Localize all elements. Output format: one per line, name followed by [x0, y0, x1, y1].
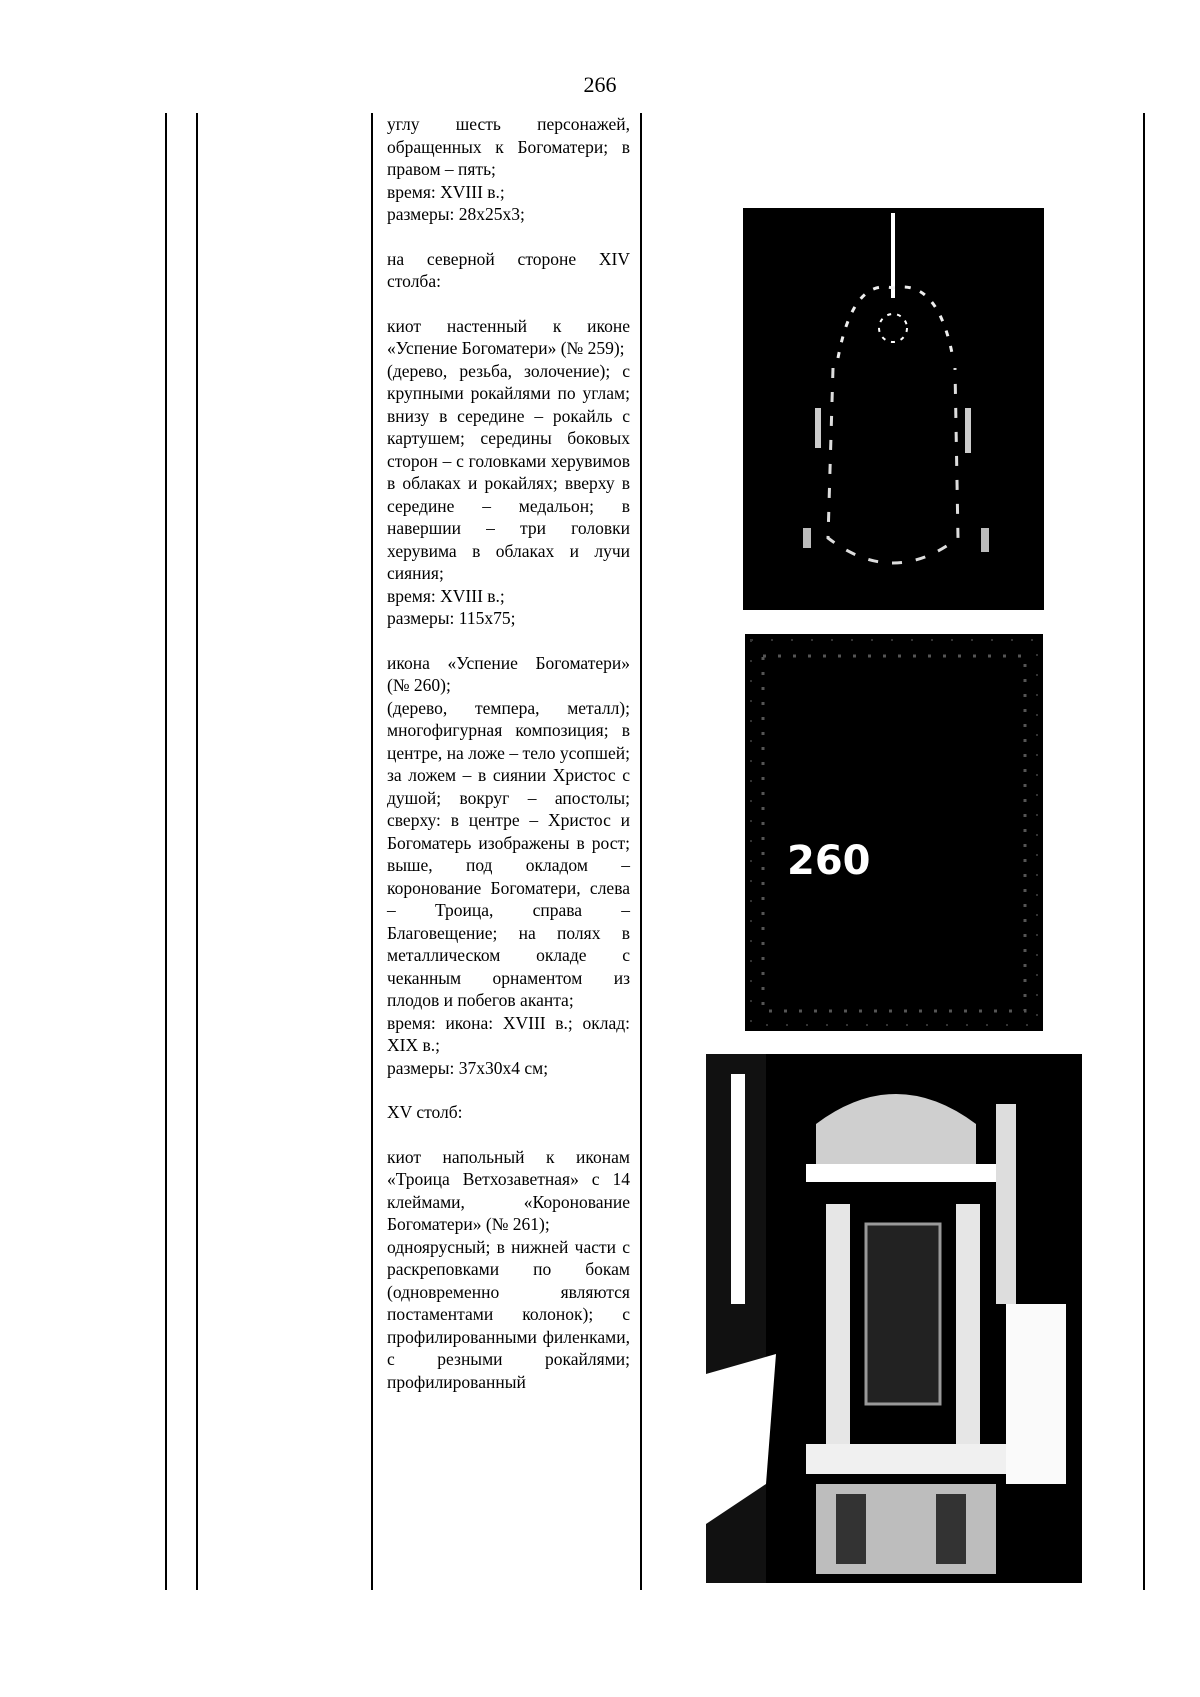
- text-line: на северной стороне XIV столба:: [387, 248, 630, 291]
- text-block: [387, 315, 630, 630]
- table-rule-4: [640, 113, 642, 1590]
- floor-kiot-photo: [706, 1054, 1082, 1583]
- text-line: время: XVIII в.;: [387, 585, 505, 606]
- description-column: [387, 113, 630, 1415]
- text-line: время: икона: XVIII в.; оклад: XIX в.;: [387, 1012, 630, 1055]
- text-line: киот настенный к иконе «Успение Богоматери» (№ 259);: [387, 315, 630, 358]
- table-rule-5: [1143, 113, 1145, 1590]
- icon-number-mark: 260: [787, 838, 871, 884]
- text-line: время: XVIII в.;: [387, 181, 505, 202]
- floor-kiot-image: [706, 1054, 1082, 1583]
- text-line: XV столб:: [387, 1102, 463, 1122]
- table-rule-3: [371, 113, 373, 1590]
- wall-kiot-photo: [743, 208, 1044, 610]
- text-line: (дерево, темпера, металл); многофигурная композиция; в центре, на ложе – тело усопшей; за ложем – в сиянии Христос с душой; вокруг – апостолы; сверху: в центре – Христос и Богоматерь изображены в рост; выше, под окладом – коронование Богоматери, слева – Троица, справа – Благовещение; на полях в металлическом окладе с чеканным орнаментом из плодов и побегов аканта;: [387, 697, 630, 1010]
- text-line: (дерево, резьба, золочение); с крупными рокайлями по углам; внизу в середине – рокайль с картушем; середины боковых сторон – с головками херувимов в облаках и рокайлях; вверху в середине – медальон; в навершии – три головки херувима в облаках и лучи сияния;: [387, 360, 630, 583]
- text-block: [387, 1101, 630, 1124]
- wall-kiot-image: [743, 208, 1044, 610]
- text-line: одноярусный; в нижней части с раскреповками по бокам (одновременно являются постаментами колонок); с профилированными филенками, с резными рокайлями; профилированный: [387, 1236, 630, 1392]
- text-line: киот напольный к иконам «Троица Ветхозаветная» с 14 клеймами, «Коронование Богоматери» (№ 261);: [387, 1146, 630, 1234]
- text-line: икона «Успение Богоматери» (№ 260);: [387, 652, 630, 695]
- text-block: [387, 113, 630, 226]
- table-rule-2: [196, 113, 198, 1590]
- page-number: 266: [583, 72, 617, 97]
- text-block: [387, 1146, 630, 1394]
- text-line: размеры: 37х30х4 см;: [387, 1057, 549, 1078]
- icon-image: [745, 634, 1043, 1031]
- text-line: размеры: 28х25х3;: [387, 204, 525, 224]
- table-rule-1: [165, 113, 167, 1590]
- text-block: [387, 652, 630, 1080]
- text-line: размеры: 115х75;: [387, 608, 516, 628]
- text-block: [387, 248, 630, 293]
- text-line: углу шесть персонажей, обращенных к Богоматери; в правом – пять;: [387, 114, 630, 179]
- icon-photo: [745, 634, 1043, 1031]
